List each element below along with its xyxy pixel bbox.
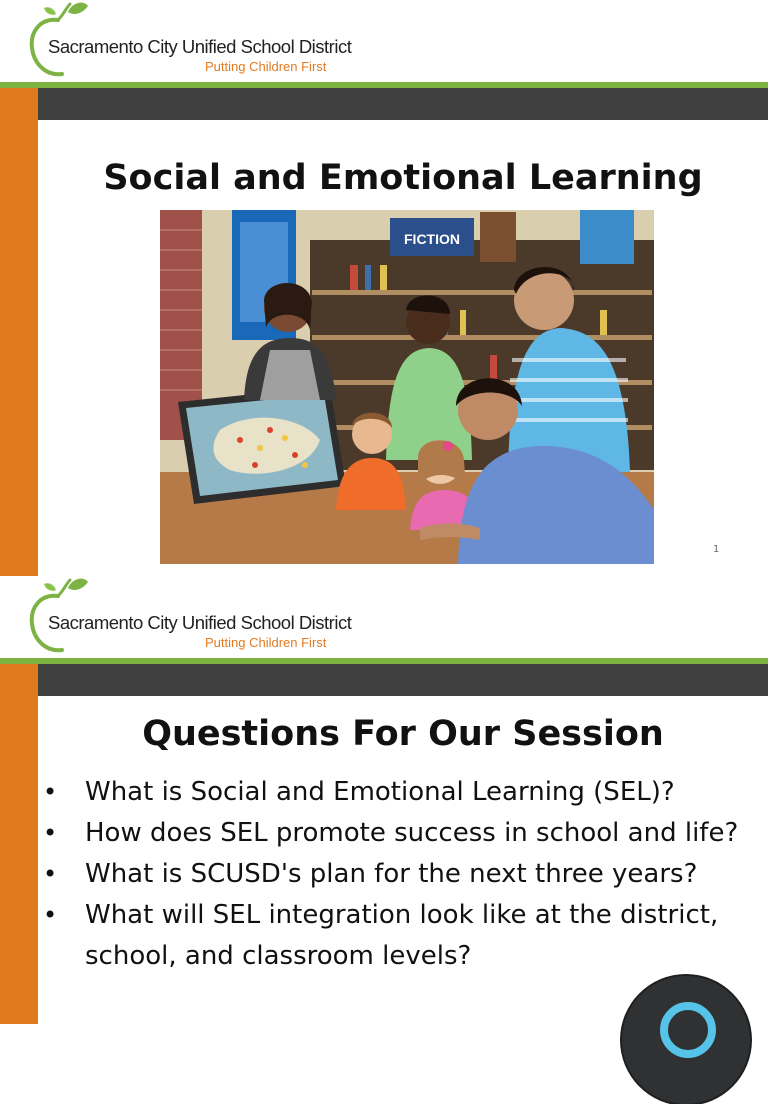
- district-name: Sacramento City Unified School District: [48, 612, 352, 633]
- slide-2: [0, 576, 768, 1024]
- library-photo: [160, 210, 654, 564]
- slide-title: Social and Emotional Learning: [103, 158, 703, 198]
- fiction-sign: FICTION: [404, 231, 460, 247]
- orange-side-bar: [0, 88, 38, 576]
- page-number: 1: [713, 544, 720, 555]
- question-list: [40, 772, 760, 977]
- floating-action-button[interactable]: [622, 976, 750, 1104]
- district-tagline: Putting Children First: [205, 59, 327, 74]
- list-item: • What is Social and Emotional Learning (SEL)?: [43, 777, 675, 807]
- district-tagline: Putting Children First: [205, 635, 327, 650]
- list-item: • What is SCUSD's plan for the next three years?: [43, 859, 698, 889]
- dark-header-bar: [38, 88, 768, 120]
- list-item: • What will SEL integration look like at the district, school, and classroom levels?: [43, 900, 719, 971]
- district-name: Sacramento City Unified School District: [48, 36, 352, 57]
- district-logo: [28, 2, 352, 82]
- circle-ring-icon: [660, 1002, 716, 1058]
- district-logo: [28, 578, 352, 658]
- dark-header-bar: [38, 664, 768, 696]
- list-item: • How does SEL promote success in school and life?: [43, 818, 739, 848]
- orange-side-bar: [0, 664, 38, 1024]
- slide-title: Questions For Our Session: [142, 714, 664, 754]
